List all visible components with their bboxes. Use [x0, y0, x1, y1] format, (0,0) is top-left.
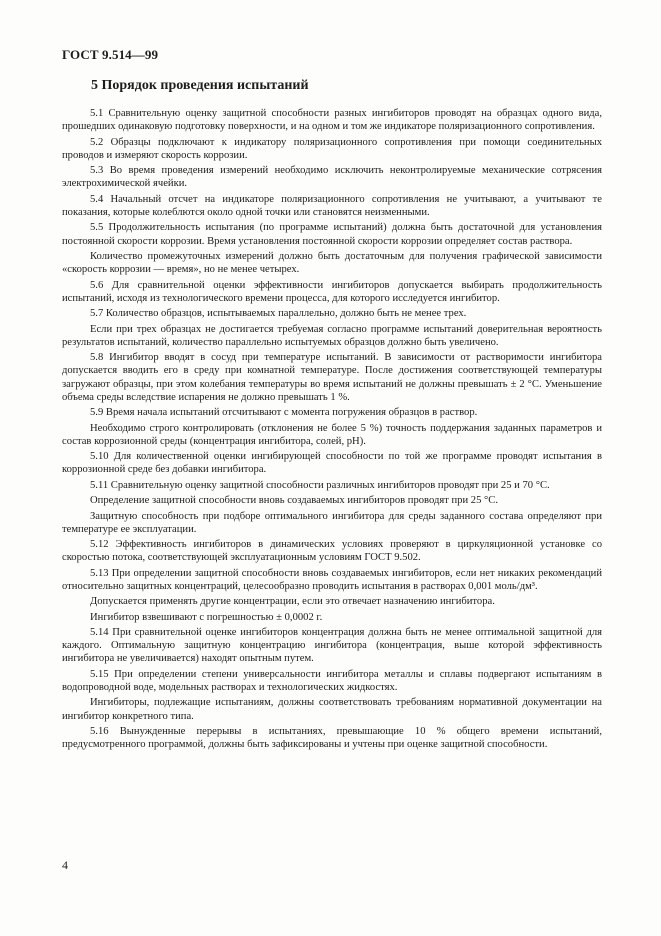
paragraph-5-8: 5.8 Ингибитор вводят в сосуд при температуре испытаний. В зависимости от растворимости ингибитора допускается вводить его в среду при комнатной температуре. После достижения соответствующей температуры загружают образцы, при этом колебания температуры во время испытаний не должны превышать ± 2 °С. Уменьшение объема среды вследствие испарения не должно превышать 1 %.: [62, 352, 602, 403]
paragraph: Необходимо строго контролировать (отклонения не более 5 %) точность поддержания заданных параметров и состав коррозионной среды (концентрация ингибитора, солей, рН).: [62, 422, 602, 447]
document-body: [62, 107, 602, 754]
paragraph-5-5: 5.5 Продолжительность испытания (по программе испытаний) должна быть достаточной для установления постоянной скорости коррозии. Время установления постоянной скорости коррозии определяет состав раствора.: [62, 222, 602, 247]
paragraph: Ингибитор взвешивают с погрешностью ± 0,0002 г.: [90, 611, 323, 623]
paragraph-5-11: 5.11 Сравнительную оценку защитной способности различных ингибиторов проводят при 25 и 70 °С.: [90, 479, 550, 491]
paragraph: Допускается применять другие концентрации, если это отвечает назначению ингибитора.: [90, 596, 495, 608]
paragraph-5-6: 5.6 Для сравнительной оценки эффективности ингибиторов допускается выбирать продолжительность испытаний, исходя из технологического времени процесса, для которого исследуется ингибитор.: [62, 279, 602, 304]
paragraph-5-16: 5.16 Вынужденные перерывы в испытаниях, превышающие 10 % общего времени испытаний, предусмотренного программой, должны быть зафиксированы и учтены при оценке защитной способности.: [62, 726, 602, 751]
paragraph-5-10: 5.10 Для количественной оценки ингибирующей способности по той же программе проводят испытания в коррозионной среде без добавки ингибитора.: [62, 451, 602, 476]
paragraph-5-7: 5.7 Количество образцов, испытываемых параллельно, должно быть не менее трех.: [90, 308, 467, 320]
section-title: 5 Порядок проведения испытаний: [91, 78, 309, 93]
paragraph: Ингибиторы, подлежащие испытаниям, должны соответствовать требованиям нормативной документации на ингибитор конкретного типа.: [62, 697, 602, 722]
paragraph: Если при трех образцах не достигается требуемая согласно программе испытаний доверительная вероятность результатов испытаний, количество параллельно испытуемых образцов должно быть увеличено.: [62, 323, 602, 348]
standard-header: ГОСТ 9.514—99: [62, 47, 159, 62]
paragraph-5-2: 5.2 Образцы подключают к индикатору поляризационного сопротивления при помощи соединительных проводов и измеряют скорость коррозии.: [62, 136, 602, 161]
paragraph: Количество промежуточных измерений должно быть достаточным для получения графической зависимости «скорость коррозии — время», но не менее четырех.: [62, 250, 602, 276]
paragraph: Определение защитной способности вновь создаваемых ингибиторов проводят при 25 °С.: [90, 495, 498, 507]
paragraph-5-15: 5.15 При определении степени универсальности ингибитора металлы и сплавы подвергают испытаниям в водопроводной воде, модельных растворах и технологических жидкостях.: [62, 668, 602, 694]
paragraph-5-9: 5.9 Время начала испытаний отсчитывают с момента погружения образцов в раствор.: [90, 407, 478, 419]
page-number: 4: [62, 858, 68, 872]
paragraph-5-4: 5.4 Начальный отсчет на индикаторе поляризационного сопротивления не учитывают, а учитывают те показания, которые колеблются около одной точки или становятся неизменными.: [62, 193, 602, 218]
paragraph-5-3: 5.3 Во время проведения измерений необходимо исключить неконтролируемые механические сотрясения электрохимической ячейки.: [62, 165, 602, 190]
paragraph-5-14: 5.14 При сравнительной оценке ингибиторов концентрация должна быть не менее оптимальной защитной для каждого. Оптимальную защитную концентрацию ингибитора (концентрация, выше которой эффективность ингибитора не увеличивается) находят опытным путем.: [62, 627, 602, 665]
paragraph-5-13: 5.13 При определении защитной способности вновь создаваемых ингибиторов, если нет никаких рекомендаций относительно защитных концентраций, целесообразно проводить испытания в растворах 0,001 моль/дм³.: [62, 567, 602, 592]
paragraph-5-1: 5.1 Сравнительную оценку защитной способности разных ингибиторов проводят на образцах одного вида, прошедших одинаковую подготовку поверхности, и на одном и том же индикаторе поляризационного сопротивления.: [62, 108, 602, 133]
paragraph: Защитную способность при подборе оптимального ингибитора для среды заданного состава определяют при температуре ее эксплуатации.: [62, 510, 602, 535]
paragraph-5-12: 5.12 Эффективность ингибиторов в динамических условиях проверяют в циркуляционной установке со скоростью потока, соответствующей эксплуатационным условиям ГОСТ 9.502.: [62, 539, 602, 564]
